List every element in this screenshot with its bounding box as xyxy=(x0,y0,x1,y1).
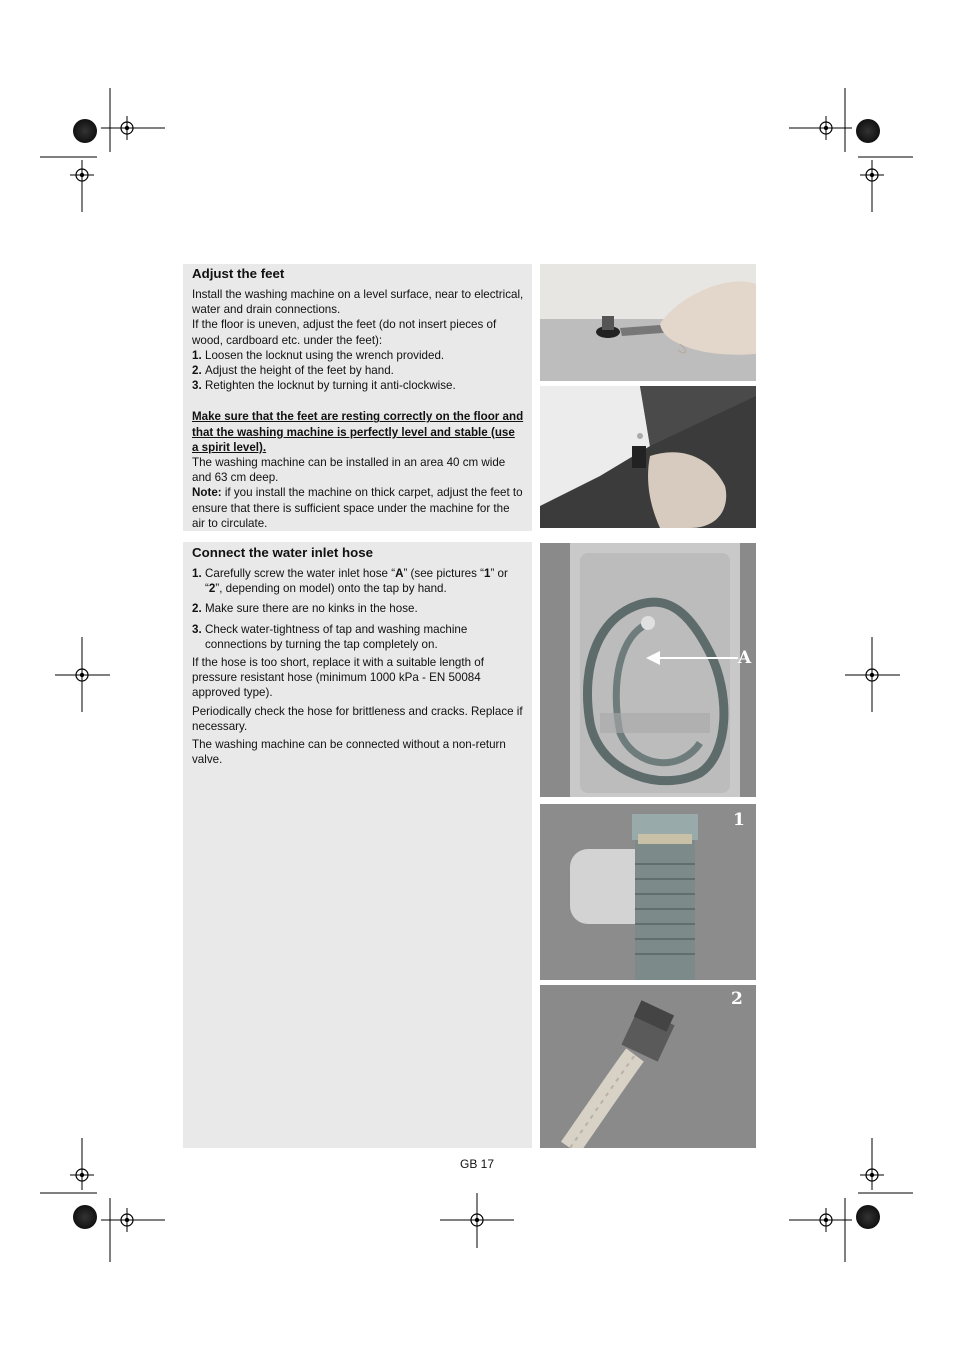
list-item xyxy=(192,348,524,363)
note-label: Note: xyxy=(192,486,222,500)
step-text: Adjust the height of the feet by hand. xyxy=(205,364,394,378)
intro-text: Install the washing machine on a level surface, near to electrical, water and drain connections. xyxy=(192,288,524,317)
step-number: 1. xyxy=(192,567,202,580)
steps-list xyxy=(192,348,524,394)
page-number: GB 17 xyxy=(459,1157,495,1171)
section-title: Adjust the feet xyxy=(192,266,285,281)
level-warning xyxy=(192,409,524,455)
warning-end: . xyxy=(262,440,267,454)
list-item xyxy=(192,566,524,596)
step-text: ” or “ xyxy=(205,567,508,596)
picture-label-1: 1 xyxy=(733,810,745,830)
list-item xyxy=(192,622,524,652)
section-title: Connect the water inlet hose xyxy=(192,545,374,560)
step-bold: 1 xyxy=(484,567,491,580)
hose-label-a: A xyxy=(738,648,752,668)
step-bold: A xyxy=(395,567,404,580)
step-text: ” (see pictures “ xyxy=(403,567,485,580)
paragraph: The washing machine can be connected without a non-return valve. xyxy=(192,738,506,767)
steps-list xyxy=(192,566,524,652)
paragraph: If the hose is too short, replace it with a suitable length of pressure resistant hose (minimum 1000 kPa - EN 50084 approved type). xyxy=(192,656,484,700)
step-number: 3. xyxy=(192,622,202,636)
step-text: Loosen the locknut using the wrench provided. xyxy=(205,348,445,362)
step-number: 2. xyxy=(192,602,202,616)
space-text: The washing machine can be installed in an area 40 cm wide and 63 cm deep. xyxy=(192,456,506,485)
list-item xyxy=(192,378,524,393)
step-text: Retighten the locknut by turning it anti-clockwise. xyxy=(205,379,456,393)
intro-text: If the floor is uneven, adjust the feet (do not insert pieces of wood, cardboard etc. under the feet): xyxy=(192,318,497,347)
photo-picture-2 xyxy=(540,985,756,1148)
note xyxy=(192,485,524,531)
note-text: if you install the machine on thick carpet, adjust the feet to ensure that there is sufficient space under the machine for the air to circulate. xyxy=(192,486,523,530)
step-text: ”, depending on model) onto the tap by hand. xyxy=(215,582,447,596)
list-item xyxy=(192,601,524,616)
step-bold: 2 xyxy=(208,582,216,596)
step-text: Check water-tightness of tap and washing machine connections by turning the tap completely on. xyxy=(205,622,468,651)
list-item xyxy=(192,363,524,378)
picture-label-2: 2 xyxy=(731,989,743,1009)
warning-text: Make sure that the feet are resting correctly on the floor and that the washing machine is perfectly level and stable (use a spirit level) xyxy=(192,410,524,454)
photo-wrench-feet xyxy=(540,264,756,381)
step-number: 2. xyxy=(192,364,202,378)
paragraph: Periodically check the hose for brittleness and cracks. Replace if necessary. xyxy=(192,704,523,733)
step-text: Carefully screw the water inlet hose “ xyxy=(205,567,396,580)
step-number: 3. xyxy=(192,379,202,393)
photo-inlet-hose xyxy=(540,543,756,797)
step-text: Make sure there are no kinks in the hose. xyxy=(205,602,418,616)
inlet-hose-section xyxy=(192,545,524,767)
photo-picture-1 xyxy=(540,804,756,980)
step-number: 1. xyxy=(192,348,202,362)
adjust-feet-section xyxy=(192,266,524,531)
photo-hand-adjust xyxy=(540,386,756,528)
